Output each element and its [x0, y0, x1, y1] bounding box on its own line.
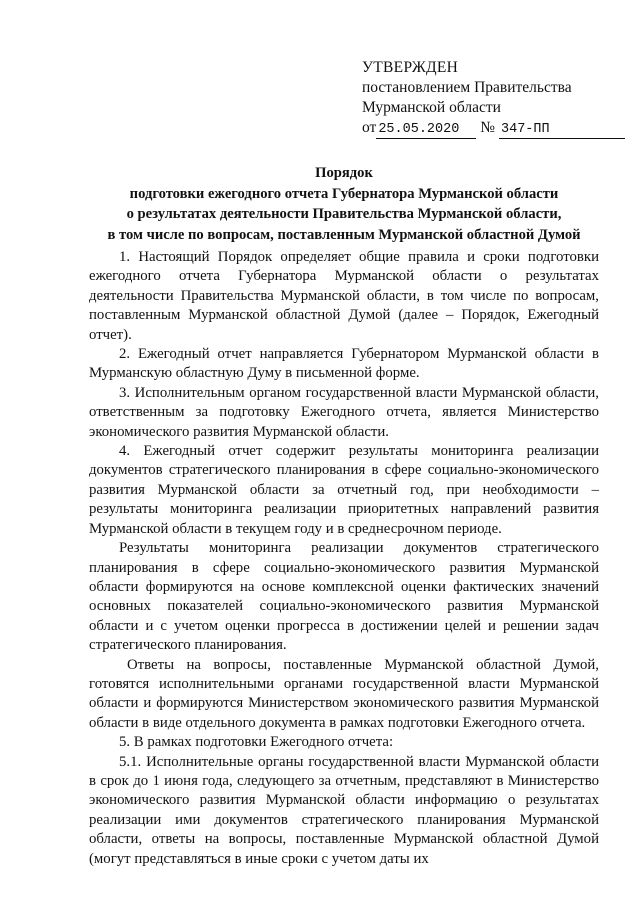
approval-line-2: Мурманской области [362, 99, 501, 116]
approval-date: 25.05.2020 [376, 122, 476, 139]
heading-line-2: подготовки ежегодного отчета Губернатора Мурманской области [129, 185, 559, 202]
approval-number-label: № [480, 119, 495, 136]
paragraph-5-1: 5.1. Исполнительные органы государственной власти Мурманской области в срок до 1 июня года, следующего за отчетным, представляют в Министерство экономического развития Мурманской области информацию о результатах реализации ими документов стратегического планирования Мурманской области, ответы на вопросы, поставленные Мурманской областной Думой (могут представляться в иные сроки с учетом даты их [89, 753, 599, 867]
approval-title: УТВЕРЖДЕН [362, 59, 459, 76]
paragraph-answers: Ответы на вопросы, поставленные Мурманской областной Думой, готовятся исполнительными органами государственной власти Мурманской области и формируются Министерством экономического развития Мурманской области в виде отдельного документа в рамках подготовки Ежегодного отчета. [89, 656, 599, 731]
approval-stamp [362, 58, 625, 139]
paragraph-4: 4. Ежегодный отчет содержит результаты мониторинга реализации документов стратегического планирования в сфере социально-экономического развития Мурманской области за отчетный год, при необходимости – результаты мониторинга реализации приоритетных направлений развития Мурманской области в текущем году и в среднесрочном периоде. [89, 443, 599, 537]
document-body [89, 248, 599, 869]
paragraph-3: 3. Исполнительным органом государственной власти Мурманской области, ответственным за подготовку Ежегодного отчета, является Министерство экономического развития Мурманской области. [89, 384, 599, 440]
paragraph-results: Результаты мониторинга реализации документов стратегического планирования в сфере социально-экономического развития Мурманской области формируются на основе комплексной оценки фактических значений основных показателей социально-экономического развития Мурманской области и с учетом оценки прогресса в достижении целей и решении задач стратегического планирования. [89, 540, 599, 654]
paragraph-2: 2. Ежегодный отчет направляется Губернатором Мурманской области в Мурманскую областную Думу в письменной форме. [89, 346, 599, 382]
approval-line-1: постановлением Правительства [362, 79, 572, 96]
approval-from-label: от [362, 119, 377, 136]
paragraph-5: 5. В рамках подготовки Ежегодного отчета: [119, 734, 394, 751]
document-heading [60, 163, 628, 245]
approval-date-line [362, 118, 625, 139]
heading-line-3: о результатах деятельности Правительства Мурманской области, [126, 206, 562, 222]
heading-line-4: в том числе по вопросам, поставленным Мурманской областной Думой [107, 226, 581, 243]
heading-line-1: Порядок [315, 165, 373, 181]
approval-number: 347-ПП [499, 122, 625, 139]
paragraph-1: 1. Настоящий Порядок определяет общие правила и сроки подготовки ежегодного отчета Губернатора Мурманской области о результатах деятельности Правительства Мурманской области, в том числе по вопросам, поставленным Мурманской областной Думой (далее – Порядок, Ежегодный отчет). [89, 249, 599, 343]
